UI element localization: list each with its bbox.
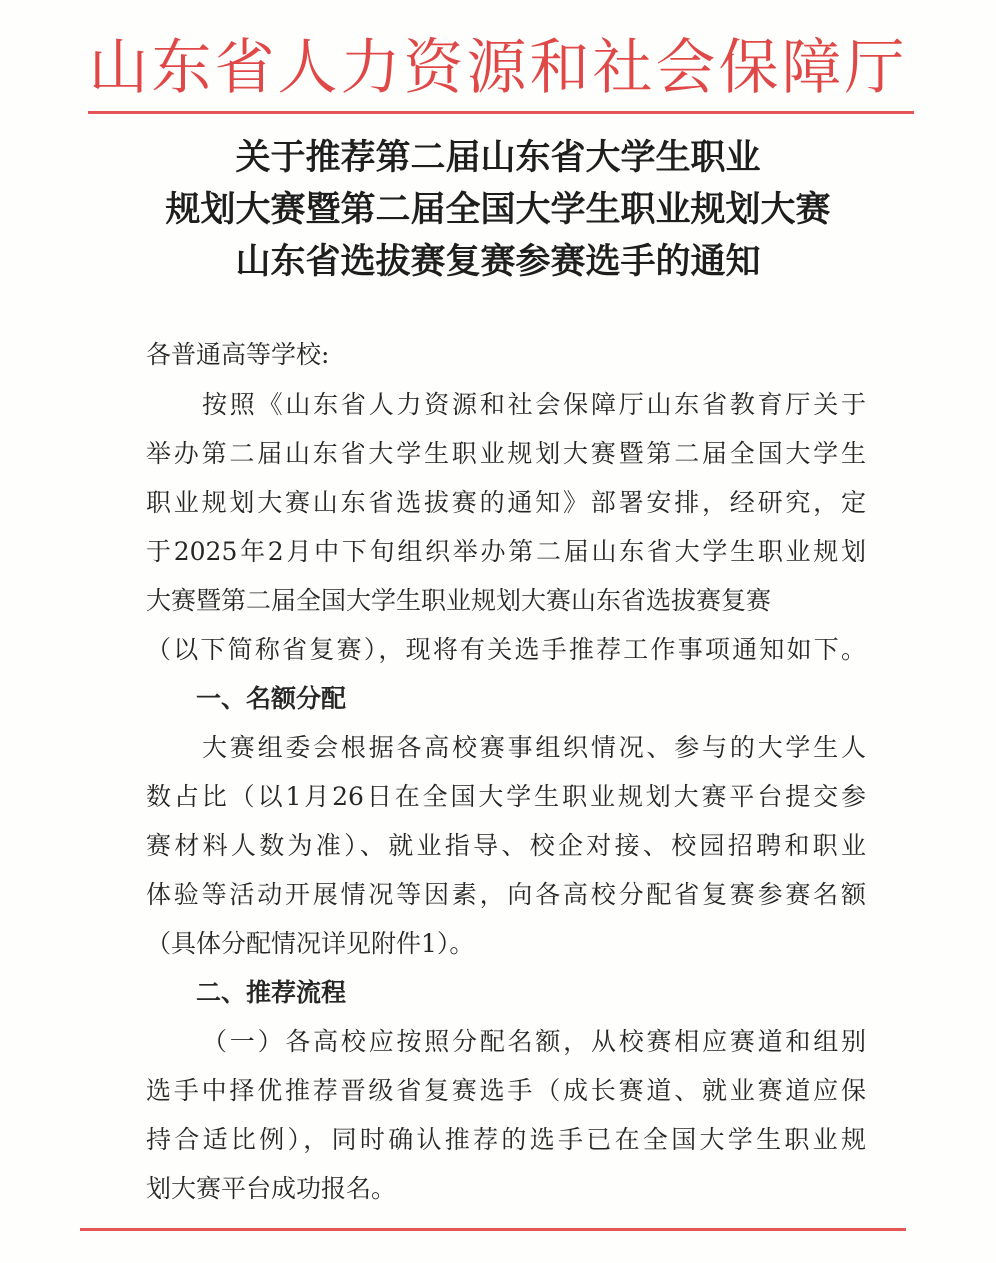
section-2-line: （一）各高校应按照分配名额，从校赛相应赛道和组别 (202, 1027, 866, 1056)
section-2-heading: 二、推荐流程 (196, 978, 347, 1007)
section-1-line: （具体分配情况详见附件1）。 (146, 929, 475, 958)
section-2-line: 选手中择优推荐晋级省复赛选手（成长赛道、就业赛道应保 (146, 1076, 866, 1105)
issuing-organization-header: 山东省人力资源和社会保障厅 (88, 33, 908, 103)
intro-line: 职业规划大赛山东省选拔赛的通知》部署安排，经研究，定 (146, 488, 866, 517)
salutation: 各普通高等学校: (146, 340, 330, 369)
footer-red-divider (80, 1228, 906, 1231)
intro-line: （以下简称省复赛），现将有关选手推荐工作事项通知如下。 (146, 635, 866, 664)
document-body (146, 330, 866, 1213)
intro-line: 大赛暨第二届全国大学生职业规划大赛山东省选拔赛复赛 (146, 586, 772, 615)
section-2-line: 划大赛平台成功报名。 (146, 1174, 397, 1203)
section-1-heading: 一、名额分配 (196, 684, 347, 713)
header-red-divider (88, 111, 914, 114)
document-title (0, 132, 996, 288)
section-1-line: 体验等活动开展情况等因素，向各高校分配省复赛参赛名额 (146, 880, 866, 909)
intro-line: 按照《山东省人力资源和社会保障厅山东省教育厅关于 (202, 390, 866, 419)
title-line-1: 关于推荐第二届山东省大学生职业 (235, 138, 761, 178)
section-1-line: 赛材料人数为准）、就业指导、校企对接、校园招聘和职业 (146, 831, 866, 860)
section-1-line: 大赛组委会根据各高校赛事组织情况、参与的大学生人 (202, 733, 866, 762)
section-2-line: 持合适比例），同时确认推荐的选手已在全国大学生职业规 (146, 1125, 866, 1154)
intro-line: 于2025年2月中下旬组织举办第二届山东省大学生职业规划 (146, 537, 866, 566)
title-line-3: 山东省选拔赛复赛参赛选手的通知 (235, 242, 761, 282)
title-line-2: 规划大赛暨第二届全国大学生职业规划大赛 (165, 190, 831, 230)
intro-line: 举办第二届山东省大学生职业规划大赛暨第二届全国大学生 (146, 439, 866, 468)
section-1-line: 数占比（以1月26日在全国大学生职业规划大赛平台提交参 (146, 782, 866, 811)
